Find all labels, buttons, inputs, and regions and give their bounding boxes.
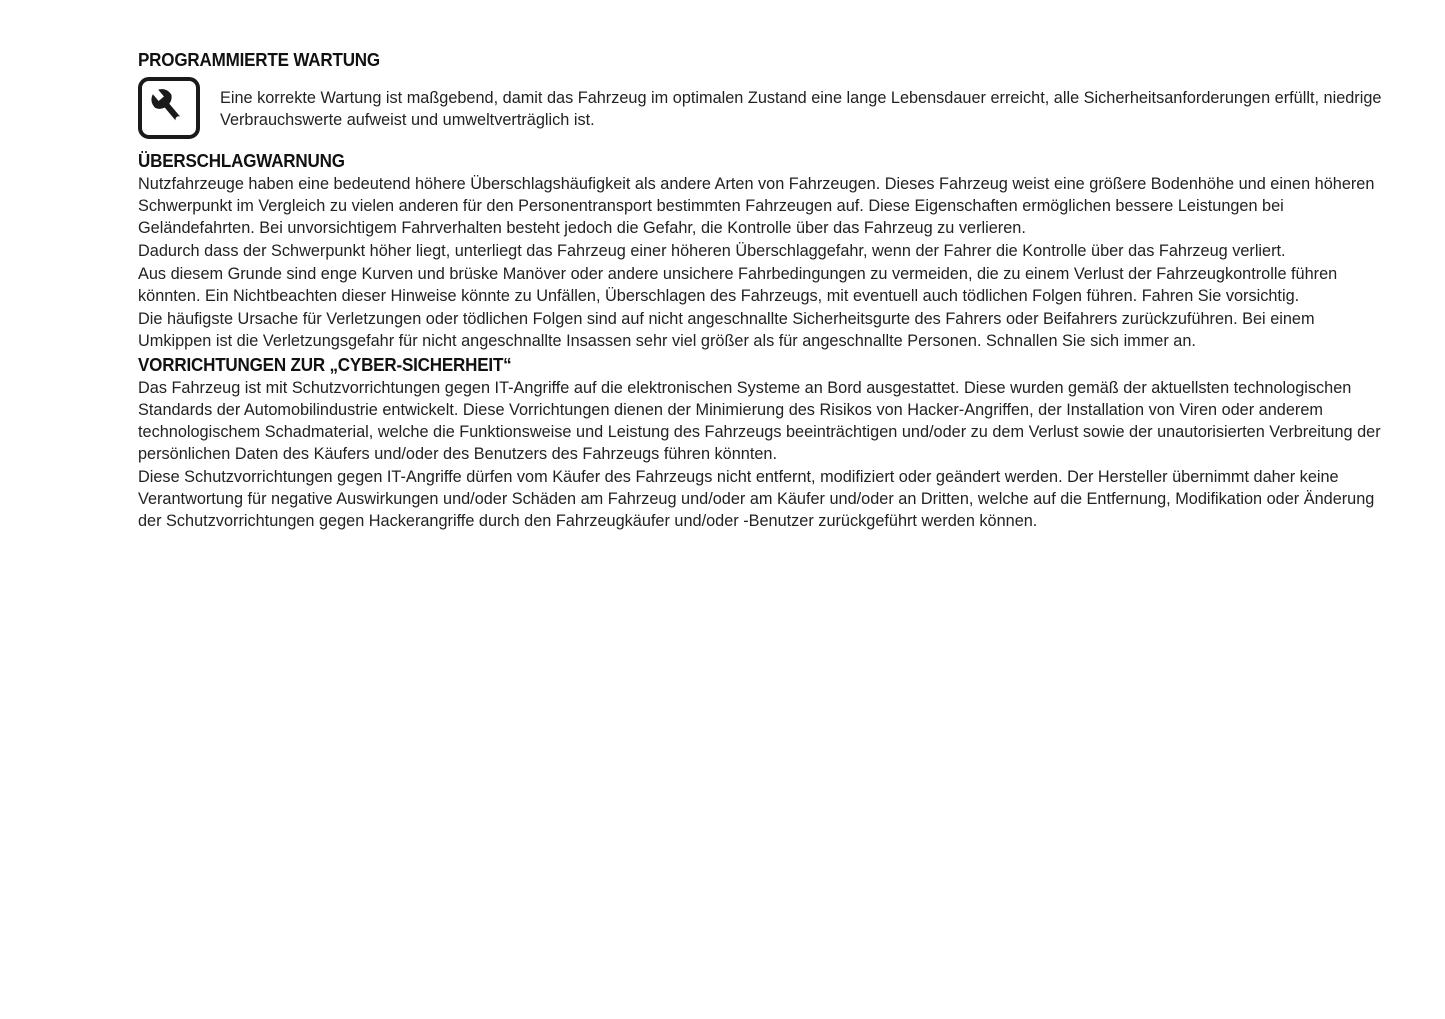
cyber-paragraph: Diese Schutzvorrichtungen gegen IT-Angriffe dürfen vom Käufer des Fahrzeugs nicht entfernt, modifiziert oder geändert werden. Der Hersteller übernimmt daher keine Verantwortung für negative Auswirkungen und/oder Schäden am Fahrzeug und/oder am Käufer und/oder an Dritten, welche auf die Entfernung, Modifikation oder Änderung der Schutzvorrichtungen gegen Hackerangriffe durch den Fahrzeugkäufer und/oder -Benutzer zurückgeführt werden können.: [138, 468, 1375, 530]
wrench-icon: [138, 77, 200, 139]
cyber-heading: VORRICHTUNGEN ZUR „CYBER-SICHERHEIT“: [138, 354, 512, 375]
rollover-paragraph: Die häufigste Ursache für Verletzungen oder tödlichen Folgen sind auf nicht angeschnallte Sicherheitsgurte des Fahrers oder Beifahrers zurückzuführen. Bei einem Umkippen ist die Verletzungsgefahr für nicht angeschnallte Insassen sehr viel größer als für angeschnallte Personen. Schnallen Sie sich immer an.: [138, 310, 1315, 350]
maintenance-intro: [138, 77, 1383, 139]
maintenance-heading: PROGRAMMIERTE WARTUNG: [138, 49, 380, 70]
cyber-section: [138, 353, 1383, 532]
maintenance-section: [138, 48, 1383, 139]
wrench-icon-graphic: [145, 84, 193, 132]
rollover-paragraph: Nutzfahrzeuge haben eine bedeutend höhere Überschlagshäufigkeit als andere Arten von Fahrzeugen. Dieses Fahrzeug weist eine größere Bodenhöhe und einen höheren Schwerpunkt im Vergleich zu vielen anderen für den Personentransport bestimmten Fahrzeugen auf. Diese Eigenschaften ermöglichen bessere Leistungen bei Geländefahrten. Bei unvorsichtigem Fahrverhalten besteht jedoch die Gefahr, die Kontrolle über das Fahrzeug zu verlieren.: [138, 175, 1375, 237]
cyber-paragraph: Das Fahrzeug ist mit Schutzvorrichtungen gegen IT-Angriffe auf die elektronischen Systeme an Bord ausgestattet. Diese wurden gemäß der aktuellsten technologischen Standards der Automobilindustrie entwickelt. Diese Vorrichtungen dienen der Minimierung des Risikos von Hacker-Angriffen, der Installation von Viren oder anderem technologischem Schadmaterial, welche die Funktionsweise und Leistung des Fahrzeugs beeinträchtigen und/oder zu dem Verlust sowie der unautorisierten Verbreitung der persönlichen Daten des Käufers und/oder des Benutzers des Fahrzeugs führen könnten.: [138, 379, 1381, 463]
document-page: [138, 48, 1383, 533]
maintenance-text: Eine korrekte Wartung ist maßgebend, damit das Fahrzeug im optimalen Zustand eine lange Lebensdauer erreicht, alle Sicherheitsanforderungen erfüllt, niedrige Verbrauchswerte aufweist und umweltverträglich ist.: [220, 89, 1382, 129]
rollover-paragraph: Dadurch dass der Schwerpunkt höher liegt, unterliegt das Fahrzeug einer höheren Überschlaggefahr, wenn der Fahrer die Kontrolle über das Fahrzeug verliert.: [138, 242, 1286, 260]
rollover-section: [138, 149, 1383, 352]
rollover-heading: ÜBERSCHLAGWARNUNG: [138, 150, 345, 171]
rollover-paragraph: Aus diesem Grunde sind enge Kurven und brüske Manöver oder andere unsichere Fahrbedingungen zu vermeiden, die zu einem Verlust der Fahrzeugkontrolle führen könnten. Ein Nichtbeachten dieser Hinweise könnte zu Unfällen, Überschlagen des Fahrzeugs, mit eventuell auch tödlichen Folgen führen. Fahren Sie vorsichtig.: [138, 265, 1338, 305]
